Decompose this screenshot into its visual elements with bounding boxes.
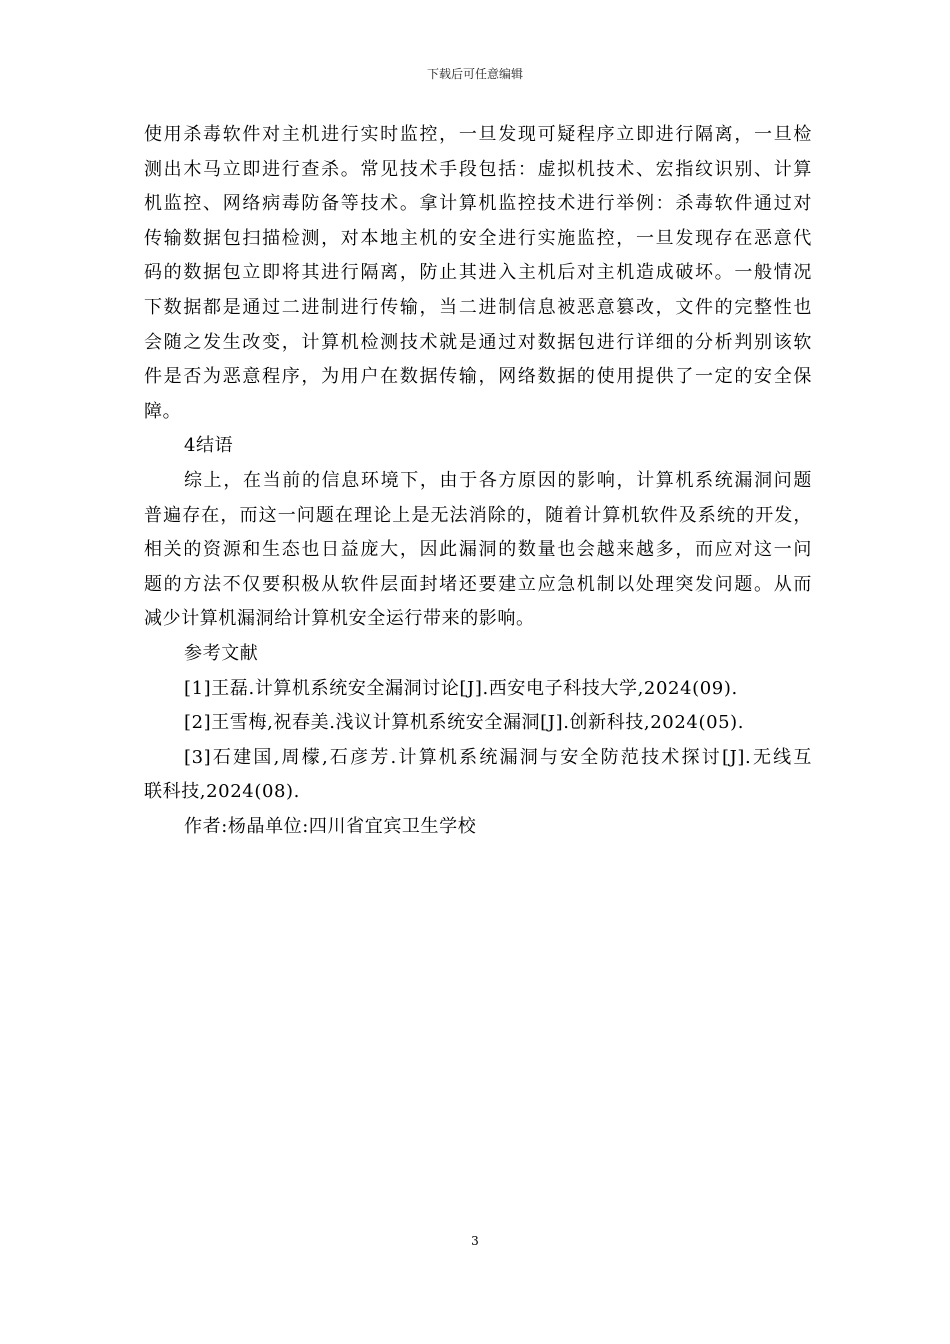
paragraph-line: 会随之发生改变，计算机检测技术就是通过对数据包进行详细的分析判别该软: [144, 331, 812, 353]
author-info: 作者:杨晶单位:四川省宜宾卫生学校: [184, 815, 477, 837]
section-heading-conclusion: 4结语: [184, 435, 234, 457]
references-heading: 参考文献: [184, 642, 259, 664]
paragraph-line: 题的方法不仅要积极从软件层面封堵还要建立应急机制以处理突发问题。从而: [144, 573, 812, 595]
paragraph-line: 相关的资源和生态也日益庞大，因此漏洞的数量也会越来越多，而应对这一问: [144, 539, 812, 561]
reference-item-continuation: 联科技,2024(08).: [144, 781, 301, 803]
reference-item: [1]王磊.计算机系统安全漏洞讨论[J].西安电子科技大学,2024(09).: [184, 677, 738, 699]
document-body: [144, 118, 812, 844]
page-header: 下载后可任意编辑: [426, 67, 523, 81]
paragraph-line: 下数据都是通过二进制进行传输，当二进制信息被恶意篡改，文件的完整性也: [144, 296, 812, 318]
reference-item: [2]王雪梅,祝春美.浅议计算机系统安全漏洞[J].创新科技,2024(05).: [184, 712, 745, 734]
paragraph-line: 测出木马立即进行查杀。常见技术手段包括：虚拟机技术、宏指纹识别、计算: [144, 158, 812, 180]
page-number: 3: [471, 1234, 479, 1248]
paragraph-conclusion: [144, 464, 812, 637]
paragraph-line: 传输数据包扫描检测，对本地主机的安全进行实施监控，一旦发现存在恶意代: [144, 227, 812, 249]
paragraph-line: 使用杀毒软件对主机进行实时监控，一旦发现可疑程序立即进行隔离，一旦检: [144, 124, 812, 145]
paragraph-line: 减少计算机漏洞给计算机安全运行带来的影响。: [144, 608, 535, 630]
paragraph-line: 件是否为恶意程序，为用户在数据传输，网络数据的使用提供了一定的安全保: [144, 366, 812, 388]
paragraph-line: 综上，在当前的信息环境下，由于各方原因的影响，计算机系统漏洞问题: [184, 469, 812, 491]
reference-list: [144, 672, 812, 810]
reference-item: [3]石建国,周檬,石彦芳.计算机系统漏洞与安全防范技术探讨[J].无线互: [184, 746, 812, 768]
paragraph-line: 机监控、网络病毒防备等技术。拿计算机监控技术进行举例：杀毒软件通过对: [144, 193, 812, 215]
paragraph-line: 障。: [144, 400, 182, 422]
paragraph-line: 普遍存在，而这一问题在理论上是无法消除的，随着计算机软件及系统的开发，: [144, 504, 812, 526]
paragraph-line: 码的数据包立即将其进行隔离，防止其进入主机后对主机造成破坏。一般情况: [144, 262, 812, 284]
paragraph-antivirus: [144, 118, 812, 429]
